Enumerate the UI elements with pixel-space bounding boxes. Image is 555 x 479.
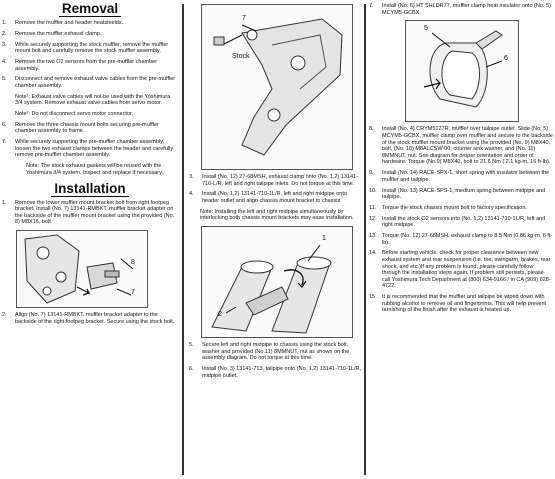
callout-label: Stock (232, 53, 250, 60)
callout-label: 1 (322, 234, 326, 242)
middle-column (189, 0, 365, 479)
note-midpipe-installation: Note: Installing the left and right midpipe simultaneously by interlocking both chassis mount brackets may ease installation. (200, 208, 354, 222)
list-item: 3. Install (No. 12) 27-68MSH, exhaust clamp onto (No. 1,2) 13141-710-L/R, left and right tailpipe inlets. Do not torque at this time. (189, 174, 358, 187)
removal-heading: Removal (2, 1, 178, 17)
list-item: 8. Install (No. 4) CRYM5127R, muffler over tailpipe outlet. Slide (No. 5) MCYM5-GCBX, muffler clamp over muffler and secure to the backside of the stock muffler mount bracket using the provided (No. 9) M8X40, bolt, (No. 10) M8ALCSW-00, counter sink washer, and (No. 11) 8MMNUT, nut. See diagram for proper orientation and order of hardware. Torque (No.9) M8X40, bolt to 21.6 Nm ( 2.1 kg-m, 16 ft-lb). (369, 126, 553, 166)
callout-label: 8 (131, 259, 135, 267)
list-item: 10. Install (No. 13) RACE-SPS-1, medium spring between midpipe and tailpipe. (369, 187, 546, 201)
tailpipe-bracket-figure (201, 4, 353, 170)
list-item: 12. Install the stock O2 sensors into (No. 1,2) 13141-710-1L/R, left and right midpipe. (369, 215, 546, 229)
bracket-adapter-figure (16, 230, 148, 308)
list-item: 3. While securely supporting the stock muffler, remove the muffler mount bolt and carefully remove the stock muffler assembly. (2, 41, 169, 55)
note-servo-connector: Note²: Do not disconnect servo motor connector. (15, 111, 134, 118)
list-item: 4. Install (No. 1,2) 13141-710-1L/R, left and right midpipe onto header outlet and align chassis mount bracket to chassis. (189, 191, 347, 204)
list-item: 14. Before starting vehicle, check for proper clearance between new exhaust system and rear suspension (i.e. tire, swingarm, brakes, rear shock, and etc.)If any problem is found, please carefully follow through the installation steps again. If problem still persists, please call Yoshimura Tech Department at (800) 634-9166 / in CA (909) 628-4722. (369, 250, 551, 290)
clamp-insulator-illustration (406, 21, 518, 121)
midpipe-illustration (202, 227, 352, 337)
list-item: 1. Remove the lower muffler mount bracket bolt from right footpeg bracket. Install (No. 7) 13141-RMBKT, muffler bracket adapter on the backside of the muffler mount bracket using the provided (No. 8) M8X16, bolt. (2, 199, 175, 226)
list-item: 1. Remove the muffler and header heatshields. (2, 20, 124, 26)
list-item: 2. Remove the muffler exhaust clamp. (2, 30, 102, 37)
callout-label: 5 (424, 25, 428, 33)
list-item: 6. Install (No. 3) 13141-713, tailpipe onto (No. 1,2) 13141-710-1L/R, midpipe outlet. (189, 365, 361, 379)
list-item: 15. It is recommended that the muffler and tailpipe be wiped down with rubbing alcohol to remove oil and fingerprints. This will help prevent tarnishing of the finish after the exhaust is heated up. (369, 294, 547, 314)
list-item: 7. Install (No. 6) HT SHLDR77, muffler clamp heat insulator onto (No. 5) MCYM5-GCBX. (369, 3, 551, 16)
bracket-mount-illustration (202, 5, 352, 169)
column-divider (182, 4, 184, 475)
list-item: 4. Remove the two O2 sensors from the pre-muffler chamber assembly. (2, 58, 158, 72)
callout-label: 6 (504, 55, 508, 63)
muffler-clamp-figure (405, 20, 519, 122)
list-item: 6. Remove the three chassis mount bolts securing pre-muffler chamber assembly to frame. (2, 121, 159, 135)
installation-heading: Installation (2, 181, 178, 197)
note-exhaust-cables: Note¹: Exhaust valve cables will not be used with the Yoshimura 3/4 system. Remove exhaust valve cables from servo motor. (15, 93, 171, 107)
note-gaskets: Note: The stock exhaust gaskets will be reused with the Yoshimura 3/4 system. Inspect and replace if necessary. (26, 163, 163, 176)
list-item: 13. Torque (No. 12) 27-68MSH, exhaust clamp to 8.5 Nm (0.86 kg-m, 6 ft-lb). (369, 233, 553, 246)
list-item: 9. Install (No. 14) RACE-SPX-1, short spring with insulator between the muffler and tailpipe. (369, 170, 550, 183)
right-column (369, 0, 553, 479)
list-item: 2. Align (No. 7) 13141-RMBKT, muffler bracket adapter to the backside of the right footpeg bracket. Secure using the stock bolt. (2, 312, 175, 325)
list-item: 7. While securely supporting the pre-muffler chamber assembly, loosen the two exhaust clamps between the header and carefully remove pre-muffler chamber assembly. (2, 139, 174, 159)
callout-label: 7 (242, 15, 246, 22)
callout-label: 7 (131, 289, 135, 297)
list-item: 5. Secure left and right midpipe to chassis using the stock bolt, washer and provided (No.11) 8MMNUT, nut as shown on the assembly diagram. Do not torque at this time. (189, 341, 350, 362)
left-column (2, 0, 178, 479)
list-item: 11. Torque the stock chassis mount bolt to factory specification. (369, 204, 527, 211)
midpipe-figure (201, 226, 353, 338)
bracket-illustration (17, 231, 147, 307)
callout-label: 2 (218, 310, 222, 318)
list-item: 5. Disconnect and remove exhaust valve cables from the pre-muffler chamber assembly. (2, 76, 176, 89)
